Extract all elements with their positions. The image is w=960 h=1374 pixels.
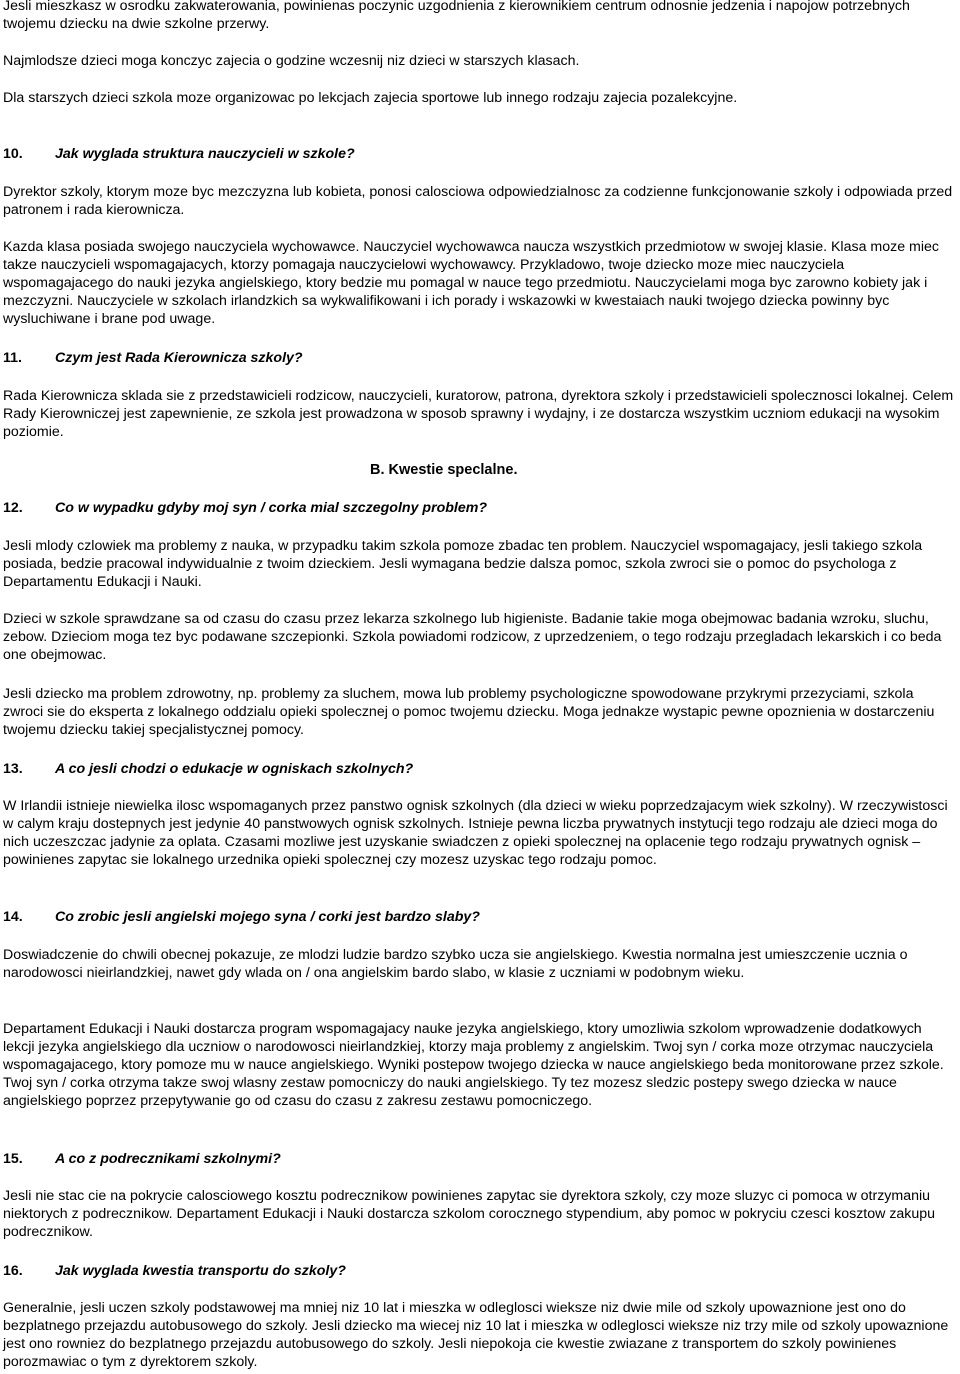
question-12-number: 12. [3, 500, 23, 516]
question-12-paragraph-2: Dzieci w szkole sprawdzane sa od czasu do czasu przez lekarza szkolnego lub higieniste. Badanie takie moga obejmowac badania wzroku, sluchu, zebow. Dzieciom moga tez byc podawane szczepionki. Szkola powiadomi rodzicow, z uprzedzeniem, o tego rodzaju przegladach lekarskich i co beda one obejmowac. [3, 611, 942, 663]
question-13-heading [3, 760, 957, 778]
question-13-title: A co jesli chodzi o edukacje w ogniskach szkolnych? [55, 761, 414, 777]
question-16-paragraph-1: Generalnie, jesli uczen szkoly podstawowej ma mniej niz 10 lat i mieszka w odleglosci wieksze niz dwie mile od szkoly upowaznione jest ono do bezplatnego przejazdu autobusowego do szkoly. Jesli dziecko ma wiecej niz 10 lat i mieszka w odleglosci wieksze niz trzy mile od szkoly upowaznione jest ono rowniez do bezplatnego przejazdu autobusowego do szkoly. Jesli niepokoja cie kwestie zwiazane z transportem do szkoly powinienes porozmawiac o tym z dyrektorem szkoly. [3, 1300, 949, 1370]
intro-paragraph-3: Dla starszych dzieci szkola moze organizowac po lekcjach zajecia sportowe lub innego rodzaju zajecia pozalekcyjne. [3, 90, 738, 106]
question-10-number: 10. [3, 146, 23, 162]
question-11-heading [3, 349, 957, 367]
question-11-number: 11. [3, 350, 22, 366]
question-14-paragraph-1: Doswiadczenie do chwili obecnej pokazuje, ze mlodzi ludzie bardzo szybko ucza sie angielskiego. Kwestia normalna jest umieszczenie ucznia o narodowosci nieirlandzkiej, nawet gdy wlada on / ona angielskim bardo slabo, w klasie z uczniami w podobnym wieku. [3, 947, 908, 981]
question-12-heading [3, 499, 957, 517]
section-b-title: B. Kwestie speclalne. [370, 462, 518, 478]
question-14-paragraph-2: Departament Edukacji i Nauki dostarcza program wspomagajacy nauke jezyka angielskiego, ktory umozliwia szkolom wprowadzenie dodatkowych lekcji jezyka angielskiego dla uczniow o narodowosci nieirlandzkiej, ktorzy maja problemy z angielskim. Twoj syn / corka moze otrzymac nauczyciela wspomagajacego, ktory pomoze mu w nauce angielskiego. Wyniki postepow twojego dziecka w nauce angielskiego beda monitorowane przez szkole. Twoj syn / corka otrzyma takze swoj wlasny zestaw pomocniczy do nauki angielskiego. Ty tez mozesz sledzic postepy swego dziecka w nauce angielskiego poprzez przepytywanie go od czasu do czasu z zakresu zestawu pomocniczego. [3, 1021, 944, 1109]
question-10-title: Jak wyglada struktura nauczycieli w szkole? [55, 146, 355, 162]
question-16-heading [3, 1262, 957, 1280]
intro-paragraph-2: Najmlodsze dzieci moga konczyc zajecia o godzine wczesnij niz dzieci w starszych klasach. [3, 53, 580, 69]
question-14-title: Co zrobic jesli angielski mojego syna / corki jest bardzo slaby? [55, 909, 480, 925]
question-15-title: A co z podrecznikami szkolnymi? [55, 1151, 281, 1167]
question-16-title: Jak wyglada kwestia transportu do szkoly? [55, 1263, 346, 1279]
intro-paragraph-1: Jesli mieszkasz w osrodku zakwaterowania, powinienas poczynic uzgodnienia z kierownikiem centrum odnosnie jedzenia i napojow potrzebnych twojemu dziecku na dwie szkolne przerwy. [3, 0, 910, 32]
question-16-number: 16. [3, 1263, 23, 1279]
question-15-number: 15. [3, 1151, 23, 1167]
question-11-paragraph-1: Rada Kierownicza sklada sie z przedstawicieli rodzicow, nauczycieli, kuratorow, patrona, dyrektora szkoly i przedstawicieli spolecznosci lokalnej. Celem Rady Kierowniczej jest zapewnienie, ze szkola jest prowadzona w sposob sprawny i wydajny, i ze dostarcza wszystkim uczniom edukacji na wysokim poziomie. [3, 388, 954, 440]
question-15-paragraph-1: Jesli nie stac cie na pokrycie calosciowego kosztu podrecznikow powinienes zapytac sie dyrektora szkoly, czy moze sluzyc ci pomoca w otrzymaniu niektorych z podrecznikow. Departament Edukacji i Nauki dostarcza szkolom corocznego stypendium, aby pomoc w pokryciu czesci kosztow zakupu podrecznikow. [3, 1188, 936, 1240]
question-12-paragraph-3: Jesli dziecko ma problem zdrowotny, np. problemy za sluchem, mowa lub problemy psychologiczne spowodowane przykrymi przezyciami, szkola zwroci sie do eksperta z lokalnego oddzialu opieki spolecznej o pomoc twojemu dziecku. Moga jednakze wystapic pewne opoznienia w dostarczeniu twojemu dziecku takiej specjalistycznej pomocy. [3, 686, 935, 738]
question-13-number: 13. [3, 761, 23, 777]
question-13-paragraph-1: W Irlandii istnieje niewielka ilosc wspomaganych przez panstwo ognisk szkolnych (dla dzieci w wieku poprzedzajacym wiek szkolny). W rzeczywistosci w calym kraju dostepnych jest jedynie 40 panstwowych ognisk szkolnych. Istnieje pewna liczba prywatnych instytucji tego rodzaju ale dzieci moga do nich uczeszczac jadynie za oplata. Czasami mozliwe jest uzyskanie swiadczen z opieki spolecznej na oplacenie tego rodzaju prywatnych ognisk – powinienes zapytac sie lokalnego urzednika opieki spolecznej czy mozesz uzyskac tego rodzaju pomoc. [3, 798, 948, 868]
question-10-heading [3, 145, 957, 163]
question-11-title: Czym jest Rada Kierownicza szkoly? [55, 350, 303, 366]
question-10-paragraph-2: Kazda klasa posiada swojego nauczyciela wychowawce. Nauczyciel wychowawca naucza wszystkich przedmiotow w swojej klasie. Klasa moze miec takze nauczycieli wspomagajacych, ktorzy pomagaja nauczycielowi wychowawcy. Przykladowo, twoje dziecko moze miec nauczyciela wspomagajacego do nauki jezyka angielskiego, ktory bedzie mu pomagal w nauce tego przedmiotu. Nauczycielami moga byc zarowno kobiety jak i mezczyzni. Nauczyciele w szkolach irlandzkich sa wykwalifikowani i ich porady i wskazowki w kwestaiach nauki twojego dziecka powinny byc wysluchiwane i brane pod uwage. [3, 239, 939, 327]
question-10-paragraph-1: Dyrektor szkoly, ktorym moze byc mezczyzna lub kobieta, ponosi calosciowa odpowiedzialnosc za codzienne funkcjonowanie szkoly i odpowiada przed patronem i rada kierownicza. [3, 184, 953, 218]
question-15-heading [3, 1150, 957, 1168]
question-12-title: Co w wypadku gdyby moj syn / corka mial szczegolny problem? [55, 500, 488, 516]
question-12-paragraph-1: Jesli mlody czlowiek ma problemy z nauka, w przypadku takim szkola pomoze zbadac ten problem. Nauczyciel wspomagajacy, jesli takiego szkola posiada, bedzie pracowal indywidualnie z twoim dzieckiem. Jesli wymagana bedzie dalsza pomoc, szkola zwroci sie o pomoc do psychologa z Departamentu Edukacji i Nauki. [3, 538, 923, 590]
question-14-heading [3, 908, 957, 926]
question-14-number: 14. [3, 909, 23, 925]
